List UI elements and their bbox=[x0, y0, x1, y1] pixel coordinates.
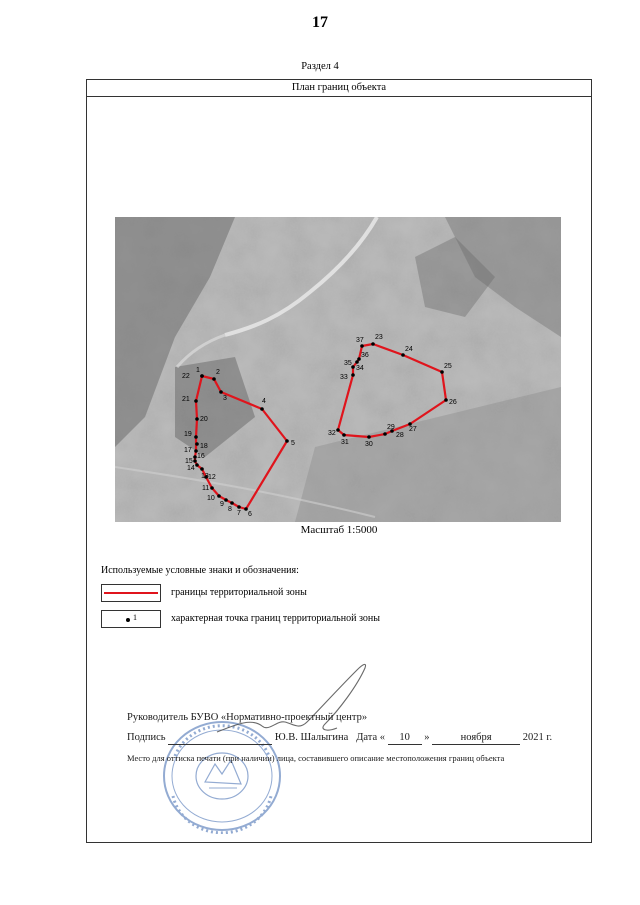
frame-title: План границ объекта bbox=[87, 80, 591, 97]
legend-symbol-box bbox=[101, 610, 161, 628]
page-number: 17 bbox=[312, 14, 328, 31]
point-label: 3 bbox=[223, 395, 227, 402]
boundary-point bbox=[444, 398, 448, 402]
point-label: 2 bbox=[216, 369, 220, 376]
point-label: 14 bbox=[187, 465, 195, 472]
point-label: 1 bbox=[196, 367, 200, 374]
legend-item-text: границы территориальной зоны bbox=[171, 587, 307, 598]
point-label: 16 bbox=[197, 453, 205, 460]
point-label: 24 bbox=[405, 346, 413, 353]
date-year: 2021 г. bbox=[522, 732, 553, 743]
stamp-place-note: Место для оттиска печати (при наличии) лица, составившего описание местоположения границ объекта bbox=[127, 753, 505, 763]
point-label: 11 bbox=[202, 485, 210, 492]
point-label: 9 bbox=[220, 501, 224, 508]
boundary-point bbox=[367, 435, 371, 439]
signature-line bbox=[127, 732, 552, 745]
map-svg bbox=[115, 217, 561, 522]
point-label: 35 bbox=[344, 360, 352, 367]
boundary-point bbox=[195, 417, 199, 421]
plan-frame bbox=[86, 79, 592, 843]
boundary-point bbox=[230, 501, 234, 505]
point-label: 7 bbox=[237, 510, 241, 517]
boundary-point bbox=[401, 353, 405, 357]
point-label: 22 bbox=[182, 373, 190, 380]
red-line-symbol bbox=[104, 592, 158, 594]
legend-symbol-box bbox=[101, 584, 161, 602]
manager-role: Руководитель БУВО «Нормативно-проектный центр» bbox=[127, 712, 368, 723]
date-quote-close: » bbox=[424, 732, 430, 743]
point-label: 13 bbox=[201, 473, 209, 480]
date-day: 10 bbox=[388, 732, 422, 745]
point-label: 12 bbox=[208, 474, 216, 481]
date-month: ноября bbox=[432, 732, 520, 745]
point-label: 25 bbox=[444, 363, 452, 370]
boundary-point bbox=[212, 377, 216, 381]
boundary-point bbox=[219, 390, 223, 394]
legend-item-text: характерная точка границ территориальной зоны bbox=[171, 613, 380, 624]
boundary-point bbox=[336, 428, 340, 432]
point-label: 18 bbox=[200, 443, 208, 450]
point-label: 6 bbox=[248, 511, 252, 518]
point-label: 32 bbox=[328, 430, 336, 437]
point-label: 37 bbox=[356, 337, 364, 344]
boundary-point bbox=[194, 399, 198, 403]
point-label: 19 bbox=[184, 431, 192, 438]
boundary-point bbox=[195, 442, 199, 446]
boundary-point bbox=[194, 435, 198, 439]
point-label: 34 bbox=[356, 365, 364, 372]
signature-blank bbox=[168, 732, 272, 745]
boundary-point bbox=[383, 432, 387, 436]
signer-name: Ю.В. Шалыгина bbox=[274, 732, 349, 743]
point-label: 33 bbox=[340, 374, 348, 381]
point-label: 8 bbox=[228, 506, 232, 513]
point-label: 17 bbox=[184, 447, 192, 454]
point-label: 28 bbox=[396, 432, 404, 439]
point-symbol-label: 1 bbox=[133, 613, 137, 622]
point-label: 31 bbox=[341, 439, 349, 446]
aerial-map bbox=[115, 217, 561, 522]
point-label: 15 bbox=[185, 458, 193, 465]
point-label: 20 bbox=[200, 416, 208, 423]
point-label: 23 bbox=[375, 334, 383, 341]
boundary-point bbox=[355, 360, 359, 364]
boundary-point bbox=[210, 486, 214, 490]
point-label: 4 bbox=[262, 398, 266, 405]
point-label: 36 bbox=[361, 352, 369, 359]
boundary-point bbox=[237, 505, 241, 509]
point-label: 26 bbox=[449, 399, 457, 406]
boundary-point bbox=[285, 439, 289, 443]
boundary-point bbox=[217, 494, 221, 498]
boundary-point bbox=[360, 344, 364, 348]
point-label: 30 bbox=[365, 441, 373, 448]
point-label: 10 bbox=[207, 495, 215, 502]
boundary-point bbox=[351, 373, 355, 377]
point-label: 5 bbox=[291, 440, 295, 447]
scale-label: Масштаб 1:5000 bbox=[300, 524, 378, 536]
legend-heading: Используемые условные знаки и обозначения: bbox=[101, 565, 299, 576]
boundary-point bbox=[440, 370, 444, 374]
boundary-point bbox=[195, 463, 199, 467]
boundary-point bbox=[371, 342, 375, 346]
boundary-point bbox=[224, 498, 228, 502]
sign-prefix: Подпись bbox=[127, 732, 166, 743]
point-label: 27 bbox=[409, 426, 417, 433]
point-label: 29 bbox=[387, 424, 395, 431]
handwritten-signature bbox=[207, 660, 387, 740]
boundary-point bbox=[342, 433, 346, 437]
boundary-point bbox=[200, 467, 204, 471]
point-dot-symbol bbox=[126, 618, 130, 622]
point-label: 21 bbox=[182, 396, 190, 403]
date-prefix: Дата « bbox=[356, 732, 386, 743]
section-title: Раздел 4 bbox=[301, 61, 339, 72]
boundary-point bbox=[200, 374, 204, 378]
boundary-point bbox=[260, 407, 264, 411]
